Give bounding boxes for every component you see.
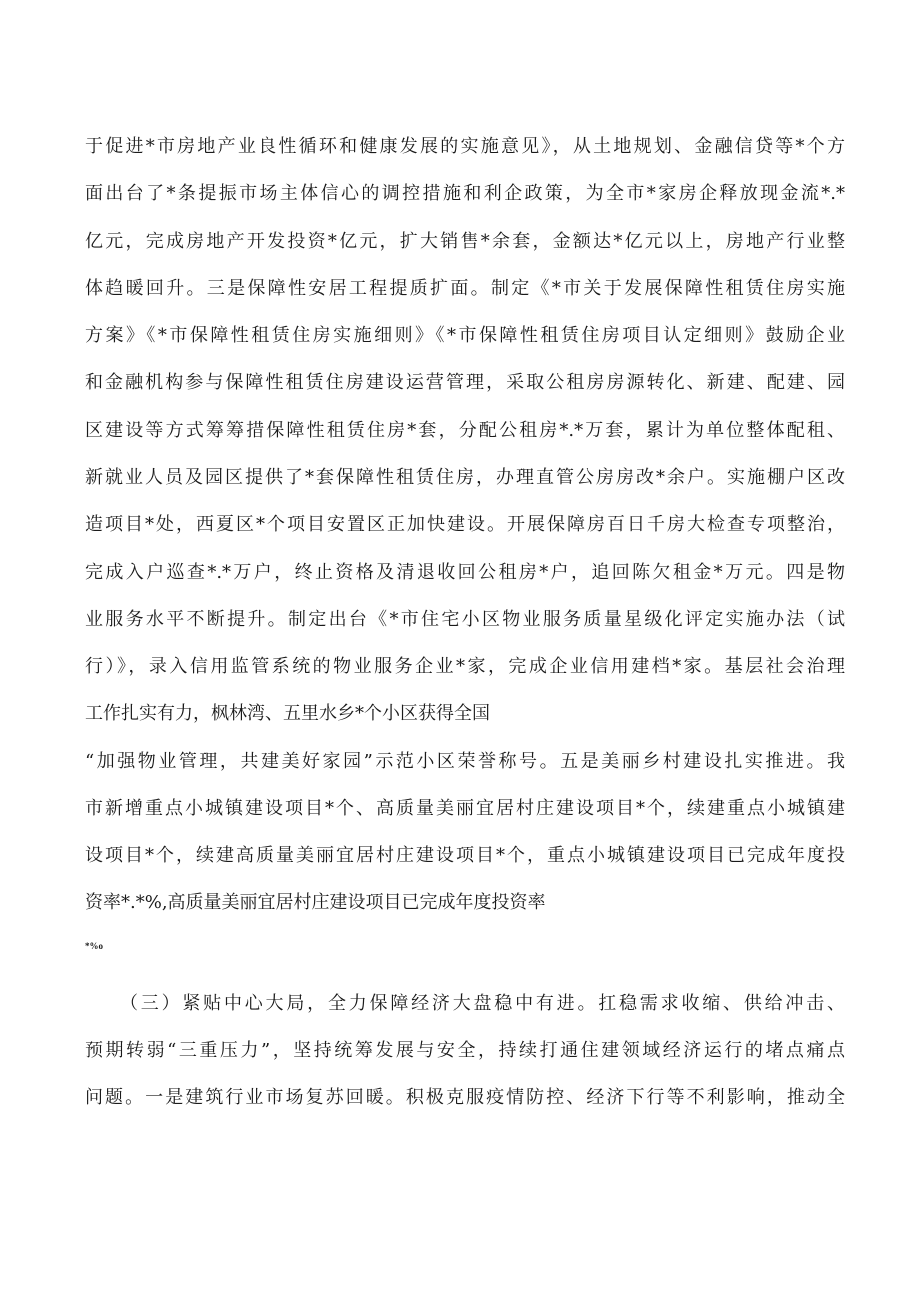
text-line: 于促进*市房地产业良性循环和健康发展的实施意见》，从土地规划、金融信贷等*个方 [85, 136, 845, 157]
text-line: 新就业人员及园区提供了*套保障性租赁住房，办理直管公房房改*余户。实施棚户区改 [85, 467, 845, 488]
section-heading-line: （三）紧贴中心大局，全力保障经济大盘稳中有进。扛稳需求收缩、供给冲击、 [120, 993, 845, 1014]
text-line: 设项目*个，续建高质量美丽宜居村庄建设项目*个，重点小城镇建设项目已完成年度投 [85, 845, 845, 866]
text-line: 市新增重点小城镇建设项目*个、高质量美丽宜居村庄建设项目*个，续建重点小城镇建 [85, 798, 845, 819]
text-line: 完成入户巡查*.*万户，终止资格及清退收回公租房*户，追回陈欠租金*万元。四是物 [85, 562, 845, 583]
text-line: 区建设等方式筹筹措保障性租赁住房*套，分配公租房*.*万套，累计为单位整体配租、 [85, 420, 845, 441]
text-line: 面出台了*条提振市场主体信心的调控措施和利企政策，为全市*家房企释放现金流*.* [85, 183, 845, 204]
text-line: 资率*.*%,高质量美丽宜居村庄建设项目已完成年度投资率 [85, 892, 546, 913]
text-line: 行）》，录入信用监管系统的物业服务企业*家，完成企业信用建档*家。基层社会治理 [85, 656, 845, 677]
text-line: 和金融机构参与保障性租赁住房建设运营管理，采取公租房房源转化、新建、配建、园 [85, 372, 845, 393]
text-line: 业服务水平不断提升。制定出台《*市住宅小区物业服务质量星级化评定实施办法（试 [85, 609, 845, 630]
text-line: 亿元，完成房地产开发投资*亿元，扩大销售*余套，金额达*亿元以上，房地产行业整 [85, 231, 845, 252]
text-line: 工作扎实有力，枫林湾、五里水乡*个小区获得全国 [85, 703, 490, 724]
footnote-mark: *%o [85, 941, 103, 951]
text-line: 问题。一是建筑行业市场复苏回暖。积极克服疫情防控、经济下行等不利影响，推动全 [85, 1087, 845, 1108]
text-line: 方案》《*市保障性租赁住房实施细则》《*市保障性租赁住房项目认定细则》鼓励企业 [85, 325, 845, 346]
text-line: 体趋暖回升。三是保障性安居工程提质扩面。制定《*市关于发展保障性租赁住房实施 [85, 278, 845, 299]
text-line: 造项目*处，西夏区*个项目安置区正加快建设。开展保障房百日千房大检查专项整治， [85, 514, 845, 535]
text-line: “加强物业管理，共建美好家园”示范小区荣誉称号。五是美丽乡村建设扎实推进。我 [85, 751, 845, 772]
text-line: 预期转弱“三重压力”，坚持统筹发展与安全，持续打通住建领域经济运行的堵点痛点 [85, 1040, 845, 1061]
